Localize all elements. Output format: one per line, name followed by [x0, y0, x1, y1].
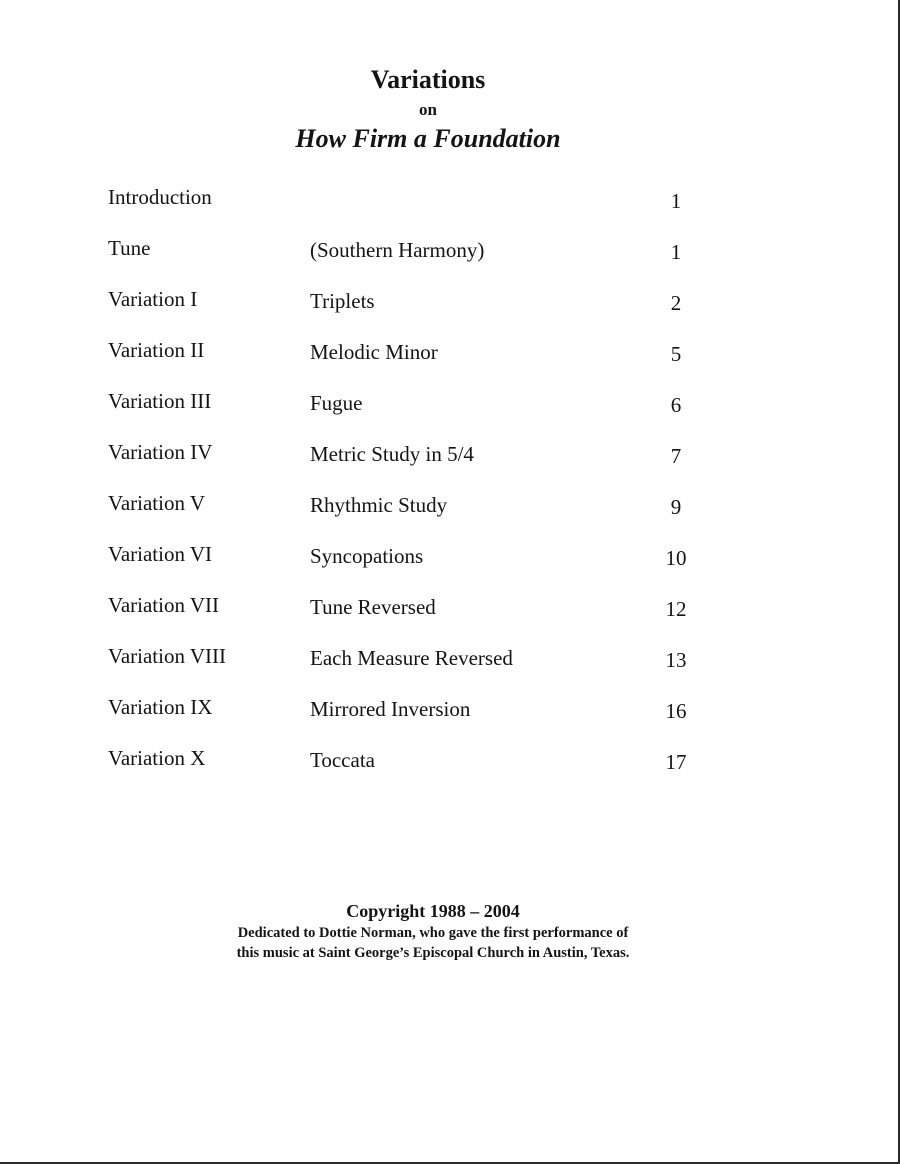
toc-section-description: Each Measure Reversed — [310, 646, 513, 670]
toc-section-description: Rhythmic Study — [310, 493, 448, 517]
toc-section-name: Tune — [108, 236, 151, 260]
toc-page-number: 2 — [670, 291, 682, 315]
toc-section-name: Variation VI — [108, 542, 213, 566]
table-of-contents — [108, 182, 708, 794]
dedication-line: Dedicated to Dottie Norman, who gave the first performance of — [237, 925, 629, 941]
toc-section-name: Variation IX — [108, 695, 213, 719]
toc-row — [108, 335, 708, 386]
toc-page-number: 7 — [670, 444, 682, 468]
toc-page-number: 13 — [665, 648, 687, 672]
toc-page-number: 16 — [665, 699, 687, 723]
toc-row — [108, 284, 708, 335]
toc-section-description: Mirrored Inversion — [310, 697, 471, 721]
toc-page-number: 6 — [670, 393, 682, 417]
toc-section-description: Metric Study in 5/4 — [310, 442, 474, 466]
toc-page-number: 12 — [665, 597, 687, 621]
toc-row — [108, 743, 708, 794]
toc-row — [108, 488, 708, 539]
toc-page-number: 9 — [670, 495, 682, 519]
toc-row — [108, 641, 708, 692]
title-connector: on — [419, 100, 437, 119]
toc-row — [108, 437, 708, 488]
toc-section-name: Introduction — [108, 185, 212, 209]
toc-page-number: 5 — [670, 342, 682, 366]
toc-section-description: Melodic Minor — [310, 340, 438, 364]
toc-page-number: 10 — [665, 546, 687, 570]
toc-section-name: Variation II — [108, 338, 205, 362]
toc-row — [108, 590, 708, 641]
document-title: Variations — [370, 65, 486, 94]
toc-section-name: Variation III — [108, 389, 212, 413]
toc-row — [108, 386, 708, 437]
toc-row — [108, 233, 708, 284]
toc-section-description: Tune Reversed — [310, 595, 436, 619]
copyright-notice: Copyright 1988 – 2004 — [346, 901, 520, 921]
toc-page-number: 17 — [665, 750, 687, 774]
toc-section-description: Syncopations — [310, 544, 424, 568]
toc-section-description: Fugue — [310, 391, 363, 415]
toc-section-description: Triplets — [310, 289, 375, 313]
dedication-line: this music at Saint George’s Episcopal Church in Austin, Texas. — [236, 945, 630, 961]
toc-row — [108, 692, 708, 743]
toc-row — [108, 182, 708, 233]
document-subtitle: How Firm a Foundation — [295, 124, 561, 153]
toc-section-description: Toccata — [310, 748, 375, 772]
toc-section-description: (Southern Harmony) — [310, 238, 485, 262]
toc-row — [108, 539, 708, 590]
toc-page-number: 1 — [670, 240, 682, 264]
toc-section-name: Variation VII — [108, 593, 219, 617]
toc-section-name: Variation V — [108, 491, 206, 515]
footer — [0, 900, 866, 962]
toc-section-name: Variation VIII — [108, 644, 226, 668]
toc-section-name: Variation I — [108, 287, 198, 311]
toc-section-name: Variation IV — [108, 440, 213, 464]
toc-page-number: 1 — [670, 189, 682, 213]
toc-section-name: Variation X — [108, 746, 206, 770]
